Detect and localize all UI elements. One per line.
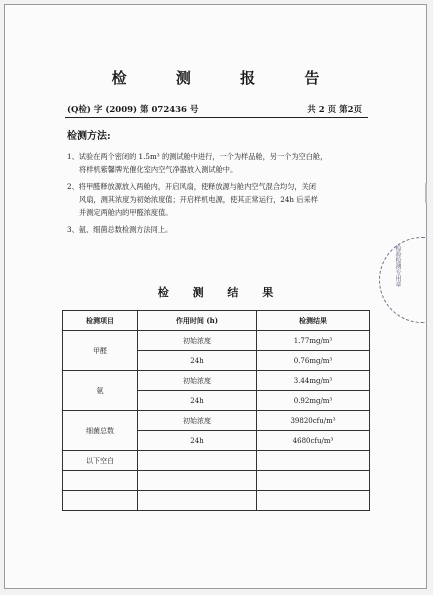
- time-cell: 初始浓度: [138, 331, 257, 351]
- binding-mark: [425, 183, 427, 203]
- step-text: 并测定两舱内的甲醛浓度值。: [79, 208, 173, 217]
- step-text: 2、将甲醛释放源放入两舱内，开启风扇，使释放源与舱内空气混合均匀，关闭: [67, 182, 316, 191]
- step-text: 风扇，测其浓度为初始浓度值；开启样机电源，使其正常运行，24h 后采样: [79, 195, 318, 204]
- empty-cell: [63, 491, 138, 511]
- method-step: [67, 223, 367, 236]
- item-cell: 氨: [63, 371, 138, 411]
- value-cell: 0.76mg/m³: [257, 351, 370, 371]
- time-cell: 初始浓度: [138, 411, 257, 431]
- report-page: [4, 4, 427, 589]
- step-text: 1、试验在两个密闭的 1.5m³ 的测试舱中进行，一个为样品舱，另一个为空白舱，: [67, 152, 328, 161]
- table-row: [63, 451, 370, 471]
- method-heading: 检测方法:: [67, 131, 111, 142]
- value-cell: 3.44mg/m³: [257, 371, 370, 391]
- header-rule: [65, 117, 368, 118]
- empty-cell: [138, 451, 257, 471]
- step-text: 3、氨、细菌总数检测方法同上。: [67, 225, 173, 234]
- time-cell: 24h: [138, 351, 257, 371]
- value-cell: 0.92mg/m³: [257, 391, 370, 411]
- header-time: 作用时间 (h): [138, 311, 257, 331]
- report-title: 检 测 报 告: [111, 69, 342, 87]
- method-step: [67, 150, 367, 176]
- value-cell: 39820cfu/m³: [257, 411, 370, 431]
- empty-cell: [257, 491, 370, 511]
- table-row: [63, 371, 370, 391]
- results-table: [62, 310, 370, 511]
- table-row: [63, 471, 370, 491]
- stamp-text: 检验检测专用章: [394, 245, 401, 287]
- table-header-row: [63, 311, 370, 331]
- results-title: 检 测 结 果: [157, 286, 284, 299]
- empty-cell: [138, 471, 257, 491]
- time-cell: 初始浓度: [138, 371, 257, 391]
- method-step: [67, 180, 367, 219]
- time-cell: 24h: [138, 431, 257, 451]
- blank-label-cell: 以下空白: [63, 451, 138, 471]
- empty-cell: [257, 451, 370, 471]
- header-item: 检测项目: [63, 311, 138, 331]
- empty-cell: [63, 471, 138, 491]
- item-cell: 细菌总数: [63, 411, 138, 451]
- official-stamp: [379, 237, 425, 323]
- empty-cell: [257, 471, 370, 491]
- table-row: [63, 331, 370, 351]
- table-row: [63, 411, 370, 431]
- value-cell: 4680cfu/m³: [257, 431, 370, 451]
- step-text: 将样机紫馨牌光催化室内空气净器放入测试舱中。: [79, 165, 238, 174]
- table-row: [63, 491, 370, 511]
- item-cell: 甲醛: [63, 331, 138, 371]
- page-info: 共 2 页 第2页: [307, 105, 362, 115]
- time-cell: 24h: [138, 391, 257, 411]
- document-number: (Q检) 字 (2009) 第 072436 号: [67, 105, 199, 115]
- value-cell: 1.77mg/m³: [257, 331, 370, 351]
- method-steps: [67, 150, 367, 240]
- header-result: 检测结果: [257, 311, 370, 331]
- empty-cell: [138, 491, 257, 511]
